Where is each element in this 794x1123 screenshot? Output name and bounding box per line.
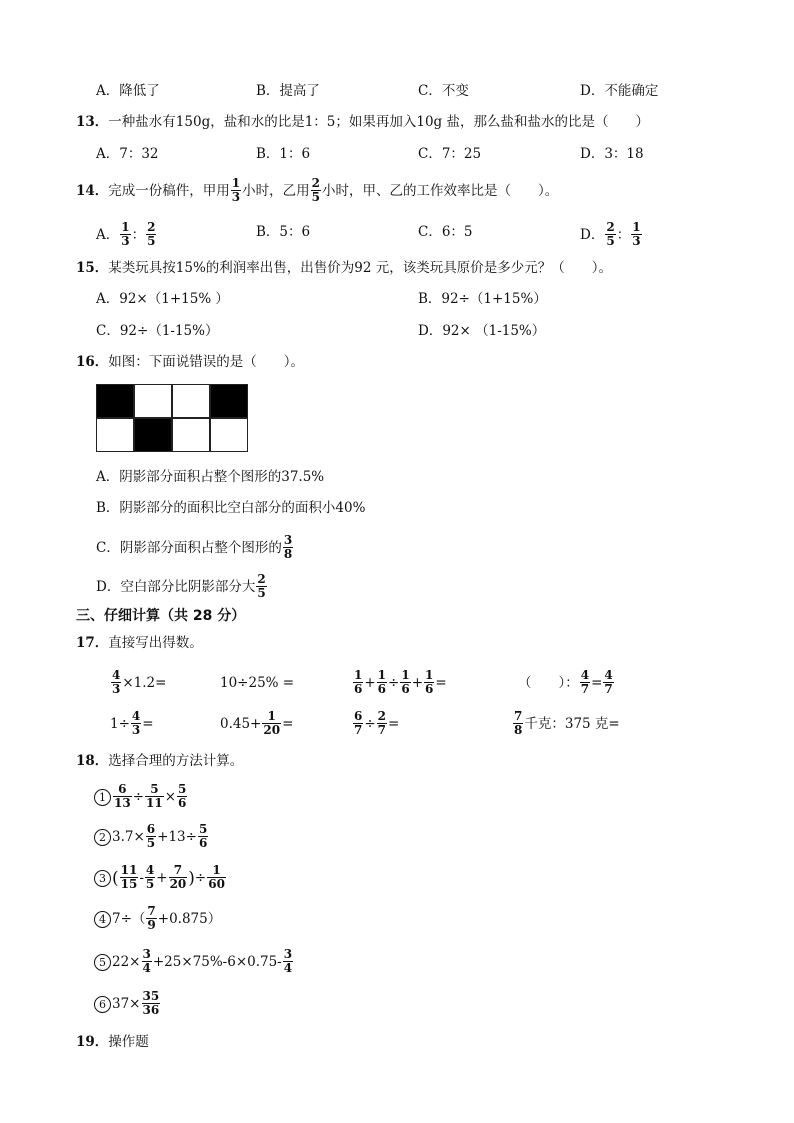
q15-option-d: D．92× （1-15%）: [418, 323, 546, 339]
q15-option-c: C．92÷（1-15%）: [96, 323, 219, 339]
q18-expr-5: 5 22× $\frac{3}{4}$ +25×75%-6×0.75- $\frac{3}{4}$: [94, 948, 294, 976]
q18-expr-4: 4 7÷（ $\frac{7}{9}$ +0.875）: [94, 905, 221, 933]
q17-expr-5: 1÷ $\frac{4}{3}$ =: [110, 709, 154, 737]
shaded-cell: [210, 384, 248, 418]
q19-number: 19．: [76, 1034, 109, 1050]
shaded-cell: [134, 418, 172, 452]
shaded-cell: [96, 384, 134, 418]
section-3-heading: 三、仔细计算（共 28 分）: [76, 608, 246, 624]
q14-text-3: 小时，甲、乙的工作效率比是（ ）。: [322, 183, 559, 199]
q13-option-c: C．7：25: [418, 146, 482, 162]
q12-option-a: A．降低了: [96, 83, 160, 99]
q18-expr-1: 1 $\frac{6}{13}$ ÷ $\frac{5}{11}$ × $\frac{5}{6}$: [94, 783, 188, 811]
q18-expr-6: 6 37× $\frac{35}{36}$: [94, 990, 161, 1018]
q15-number: 15．: [76, 260, 109, 276]
circled-number-2: 2: [94, 829, 111, 846]
q14-number: 14．: [76, 183, 109, 199]
q14-fraction-jia: $\frac{1}{3}$: [231, 176, 241, 204]
q13-stem: [76, 112, 649, 132]
q16-option-b: B．阴影部分的面积比空白部分的面积小40%: [96, 500, 366, 516]
blank-cell: [172, 384, 210, 418]
q14-fraction-yi: $\frac{2}{5}$: [311, 176, 321, 204]
q15-option-b: B．92÷（1+15%）: [418, 291, 547, 307]
q18-expr-2: 2 3.7× $\frac{6}{5}$ +13÷ $\frac{5}{6}$: [94, 823, 209, 851]
q14-option-b: B．5：6: [256, 224, 311, 240]
blank-cell: [172, 418, 210, 452]
q17-expr-4: （ ）： $\frac{4}{7}$ = $\frac{4}{7}$: [518, 668, 613, 696]
q17-stem: [76, 633, 203, 653]
circled-number-6: 6: [94, 996, 111, 1013]
q18-text: 选择合理的方法计算。: [108, 753, 244, 769]
q18-number: 18．: [76, 753, 109, 769]
q16-text: 如图：下面说错误的是（ ）。: [108, 354, 305, 370]
q14-text-1: 完成一份稿件，甲用: [108, 183, 230, 199]
q15-stem: [76, 258, 612, 278]
q13-option-b: B．1：6: [256, 146, 311, 162]
blank-cell: [210, 418, 248, 452]
q16-option-d: D．空白部分比阴影部分大 $\frac{2}{5}$: [96, 572, 266, 600]
q17-expr-1: $\frac{4}{3}$ ×1.2=: [112, 668, 167, 696]
q12-option-d: D．不能确定: [580, 83, 659, 99]
q15-text: 某类玩具按15%的利润率出售，出售价为92 元，该类玩具原价是多少元？（ ）。: [108, 260, 613, 276]
q13-option-a: A．7：32: [96, 146, 159, 162]
q18-stem: [76, 751, 243, 771]
q17-expr-3: $\frac{1}{6}$ + $\frac{1}{6}$ ÷ $\frac{1}{6}$ + $\frac{1}{6}$ =: [354, 668, 447, 696]
q16-option-c: C．阴影部分面积占整个图形的 $\frac{3}{8}$: [96, 533, 293, 561]
q14-option-c: C．6：5: [418, 224, 473, 240]
q14-option-a: A． $\frac{1}{3}$ ： $\frac{2}{5}$: [96, 220, 156, 248]
q12-option-c: C．不变: [418, 83, 469, 99]
q16-option-a: A．阴影部分面积占整个图形的37.5%: [96, 469, 325, 485]
circled-number-4: 4: [94, 911, 111, 928]
q17-expr-8: $\frac{7}{8}$ 千克：375 克=: [514, 709, 620, 737]
q19-stem: [76, 1032, 149, 1052]
q17-expr-6: 0.45+ $\frac{1}{20}$ =: [220, 709, 294, 737]
q16-number: 16．: [76, 354, 109, 370]
circled-number-5: 5: [94, 954, 111, 971]
q15-option-a: A．92×（1+15% ）: [96, 291, 229, 307]
q14-stem: [76, 178, 558, 205]
q14-option-d: D． $\frac{2}{5}$ ： $\frac{1}{3}$: [580, 220, 641, 248]
circled-number-3: 3: [94, 870, 111, 887]
q17-text: 直接写出得数。: [108, 635, 203, 651]
q13-text: 一种盐水有150g，盐和水的比是1：5；如果再加入10g 盐，那么盐和盐水的比是（ ）: [108, 114, 649, 130]
q18-expr-3: 3 ( $\frac{11}{15}$ - $\frac{4}{5}$ + $\frac{7}{20}$ )÷ $\frac{1}{60}$: [94, 864, 227, 893]
q17-expr-7: $\frac{6}{7}$ ÷ $\frac{2}{7}$ =: [354, 709, 400, 737]
q14-text-2: 小时，乙用: [242, 183, 310, 199]
blank-cell: [96, 418, 134, 452]
q13-number: 13．: [76, 114, 109, 130]
q17-expr-2: 10÷25% =: [220, 675, 295, 691]
q19-text: 操作题: [108, 1034, 149, 1050]
q16-stem: [76, 352, 304, 372]
blank-cell: [134, 384, 172, 418]
q17-number: 17．: [76, 635, 109, 651]
q12-option-b: B．提高了: [256, 83, 320, 99]
shaded-grid-figure: [96, 384, 248, 452]
circled-number-1: 1: [94, 789, 111, 806]
q13-option-d: D．3：18: [580, 146, 644, 162]
